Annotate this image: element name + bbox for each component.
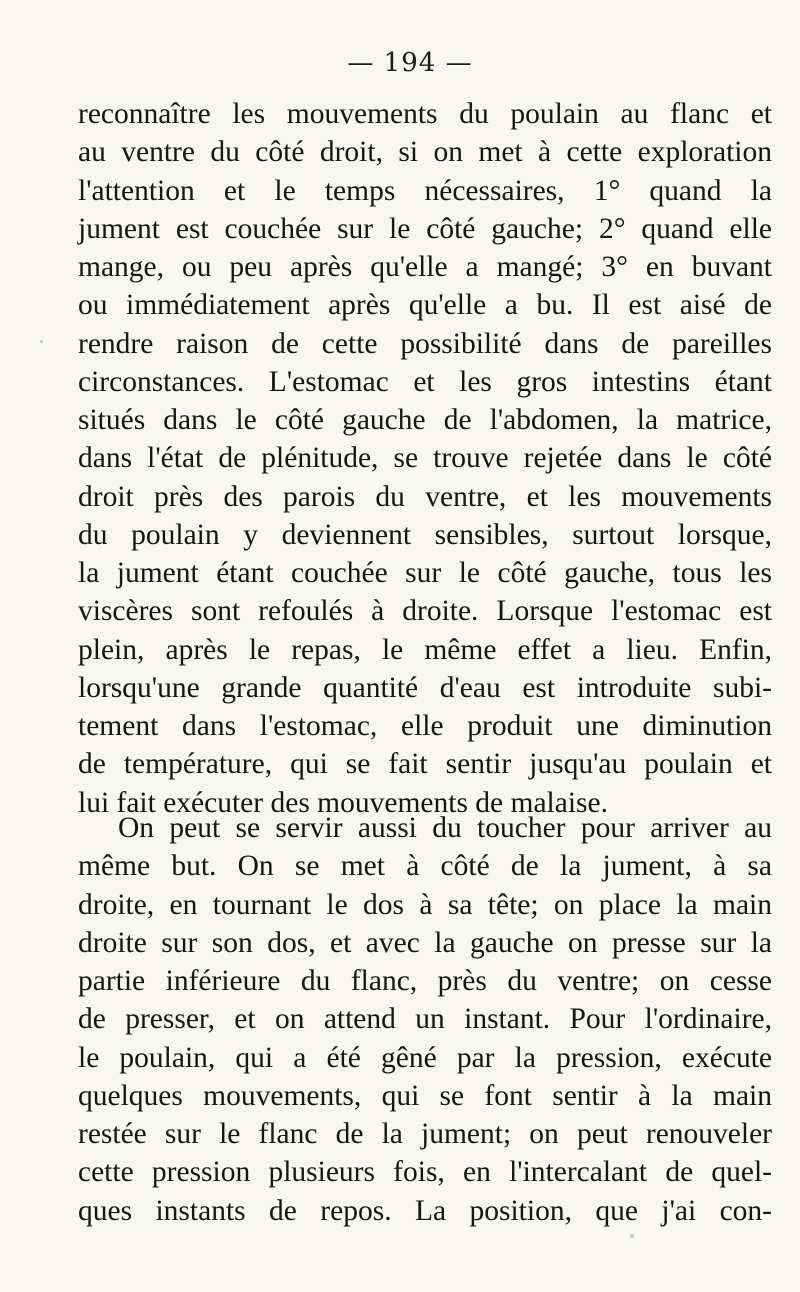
paragraph-2	[78, 809, 772, 1230]
text-line: partie inférieure du flanc, près du ventre; on cesse	[78, 965, 772, 997]
text-line: situés dans le côté gauche de l'abdomen, la matrice,	[78, 404, 772, 436]
text-line: dans l'état de plénitude, se trouve rejetée dans le côté	[78, 442, 772, 475]
text-line: au ventre du côté droit, si on met à cette exploration	[78, 136, 772, 169]
text-line: de presser, et on attend un instant. Pour l'ordinaire,	[78, 1003, 772, 1036]
text-line: jument est couchée sur le côté gauche; 2° quand elle	[78, 212, 772, 245]
text-line: rendre raison de cette possibilité dans de pareilles	[78, 327, 772, 360]
text-line: On peut se servir aussi du toucher pour arriver au	[118, 812, 772, 844]
text-line: ou immédiatement après qu'elle a bu. Il est aisé de	[78, 289, 772, 322]
text-line: mange, ou peu après qu'elle a mangé; 3° en buvant	[78, 251, 772, 283]
text-line: lui fait exécuter des mouvements de malaise.	[78, 786, 608, 819]
text-line: droite, en tournant le dos à sa tête; on place la main	[78, 888, 772, 921]
page-number: — 194 —	[347, 48, 473, 78]
text-line: tement dans l'estomac, elle produit une diminution	[78, 710, 772, 742]
text-line: même but. On se met à côté de la jument, à sa	[78, 850, 772, 883]
text-line: viscères sont refoulés à droite. Lorsque l'estomac est	[78, 595, 772, 628]
text-line: droite sur son dos, et avec la gauche on presse sur la	[78, 926, 772, 959]
text-line: le poulain, qui a été gêné par la pression, exécute	[78, 1041, 772, 1074]
text-line: la jument étant couchée sur le côté gauche, tous les	[78, 557, 772, 589]
text-line: quelques mouvements, qui se font sentir à la main	[78, 1079, 772, 1112]
text-line: reconnaître les mouvements du poulain au flanc et	[78, 98, 772, 130]
text-line: l'attention et le temps nécessaires, 1° quand la	[78, 174, 772, 207]
text-line: circonstances. L'estomac et les gros intestins étant	[78, 365, 772, 398]
paper-speck	[630, 1234, 634, 1238]
paragraph-1	[78, 95, 772, 822]
text-line: droit près des parois du ventre, et les mouvements	[78, 480, 772, 513]
text-line: du poulain y deviennent sensibles, surtout lorsque,	[78, 518, 772, 551]
text-line: cette pression plusieurs fois, en l'intercalant de quel-	[78, 1156, 772, 1189]
text-line: lorsqu'une grande quantité d'eau est introduite subi-	[78, 671, 772, 704]
paper-speck	[40, 340, 43, 343]
text-line: de température, qui se fait sentir jusqu'au poulain et	[78, 748, 772, 781]
text-line: plein, après le repas, le même effet a lieu. Enfin,	[78, 633, 772, 666]
text-line: ques instants de repos. La position, que j'ai con-	[78, 1194, 772, 1227]
text-line: restée sur le flanc de la jument; on peut renouveler	[78, 1118, 772, 1150]
